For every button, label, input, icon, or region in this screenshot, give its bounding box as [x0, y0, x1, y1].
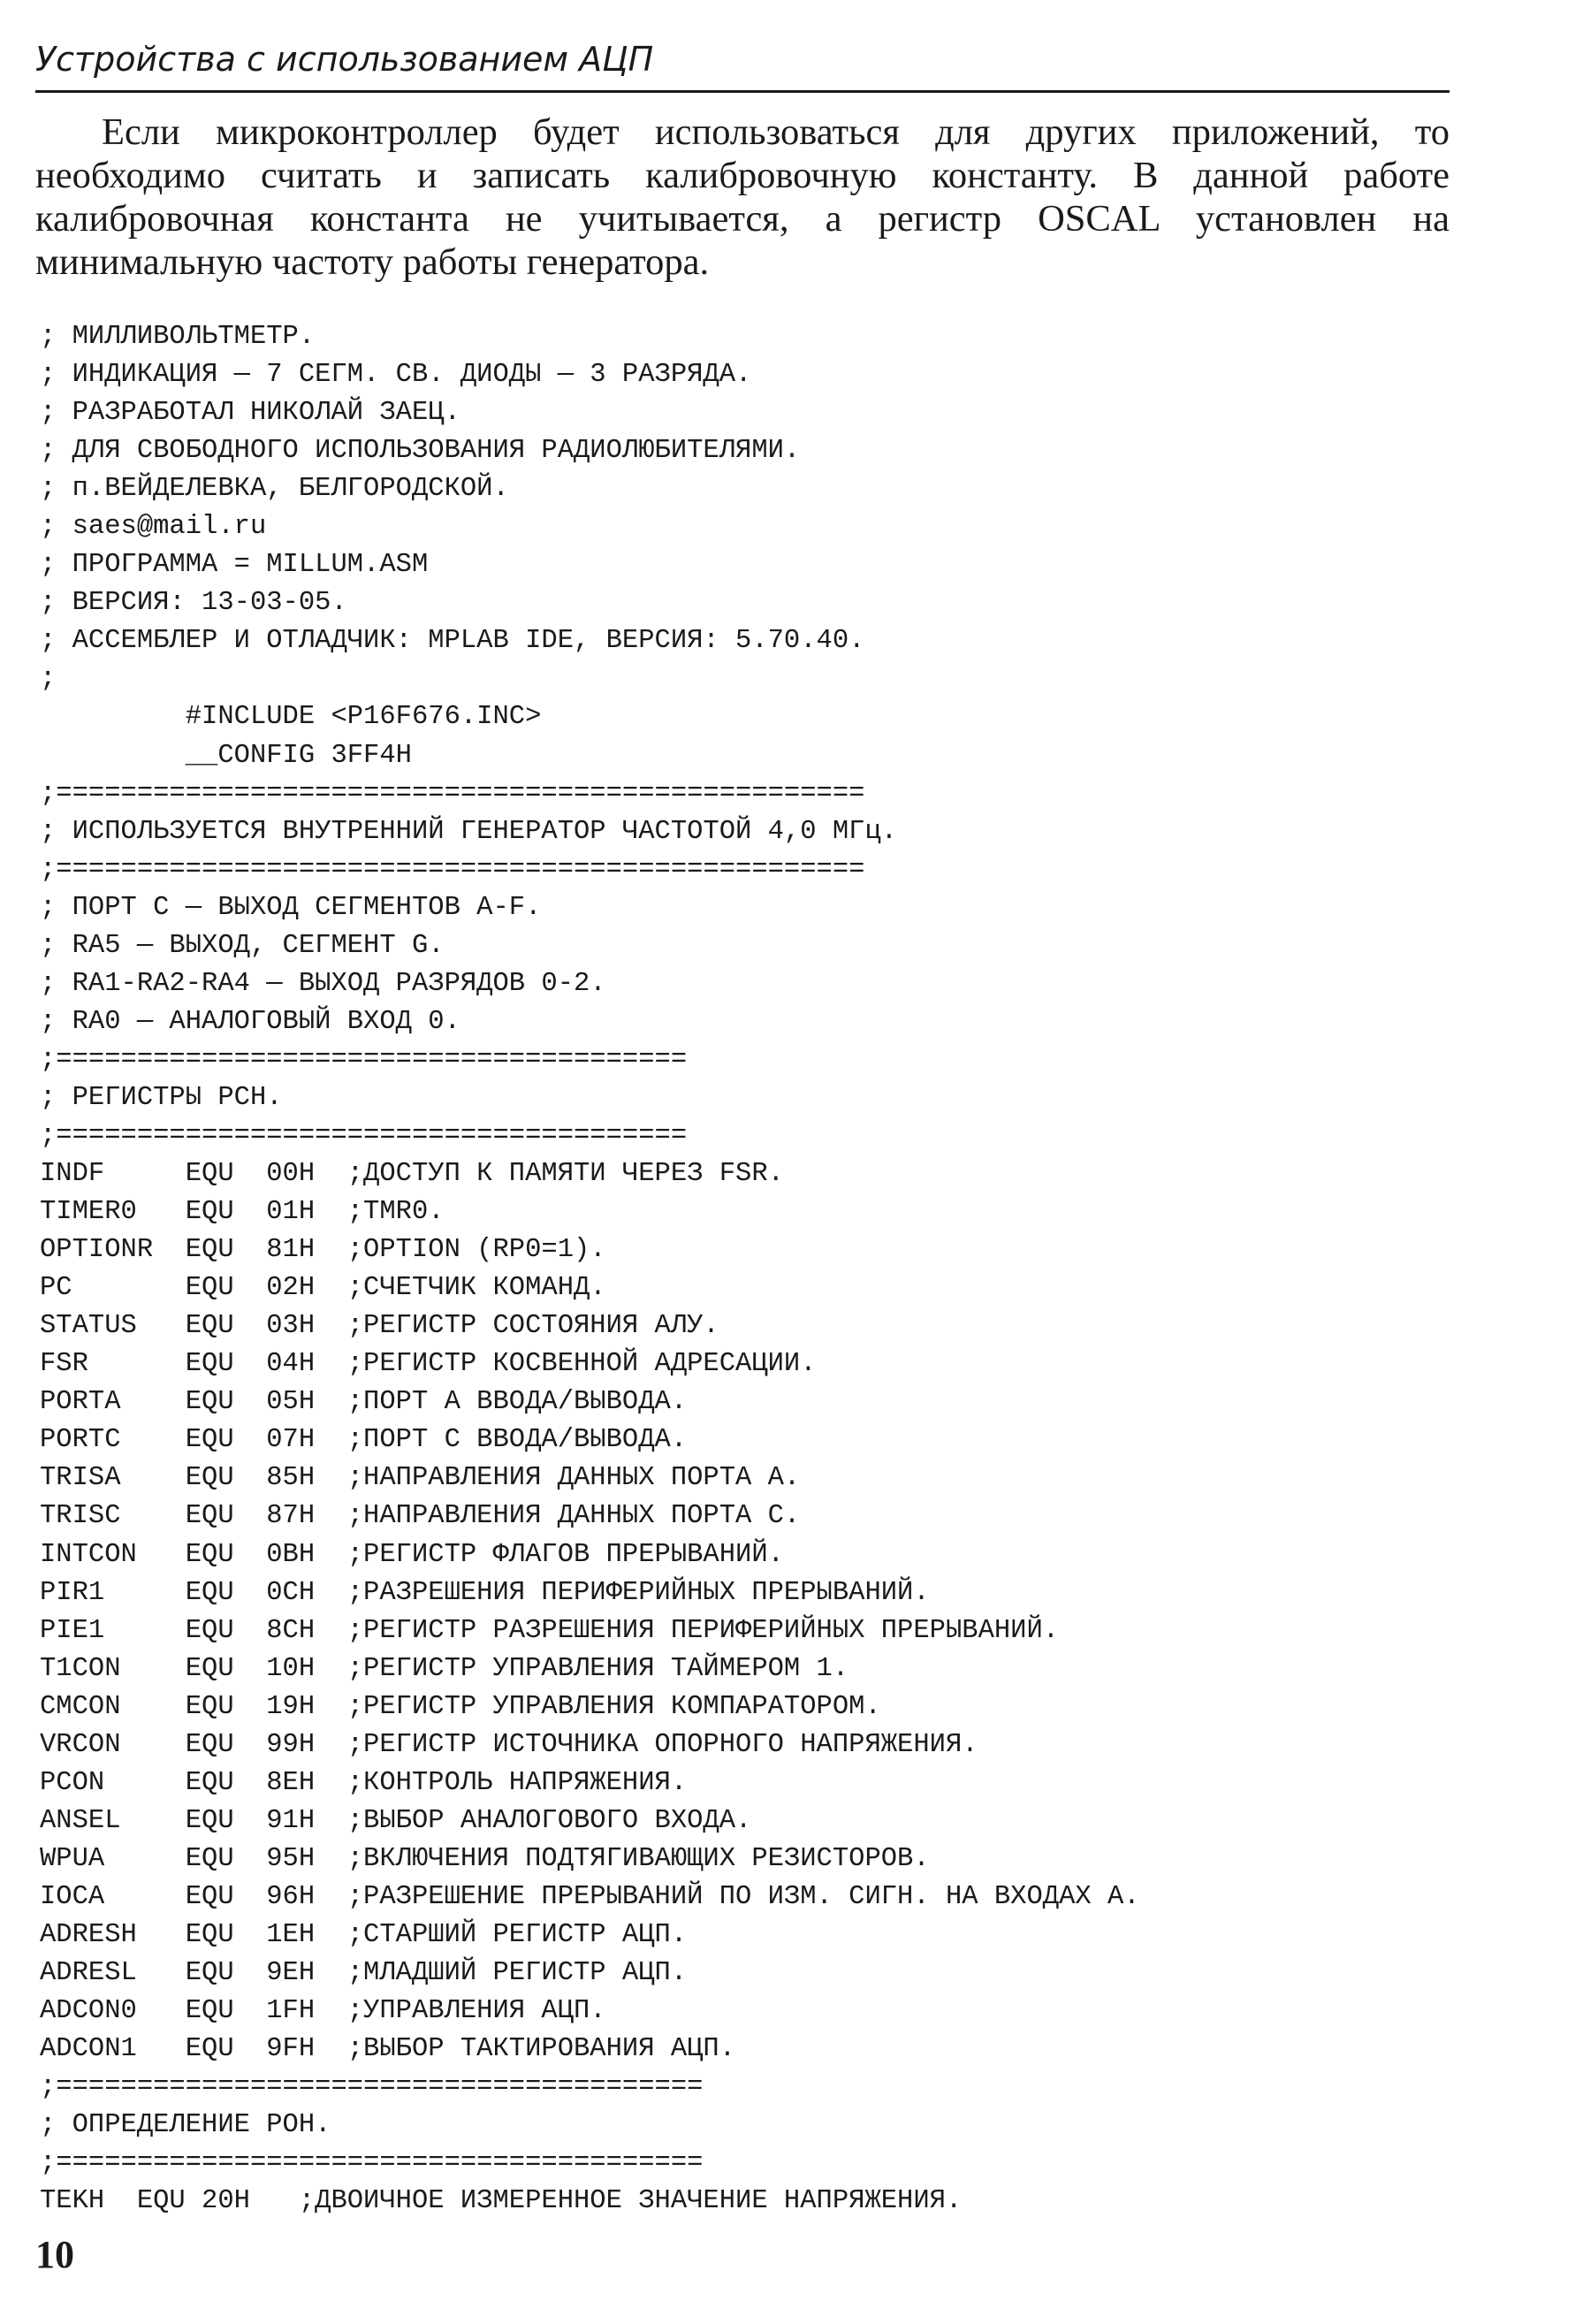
- code-line: ;: [40, 664, 57, 695]
- code-line: ; saes@mail.ru: [40, 512, 267, 543]
- code-line: ADRESL EQU 9EH ;МЛАДШИЙ РЕГИСТР АЦП.: [40, 1958, 688, 1989]
- code-line: ; ОПРЕДЕЛЕНИЕ РОН.: [40, 2110, 331, 2141]
- code-line: OPTIONR EQU 81H ;OPTION (RP0=1).: [40, 1235, 606, 1266]
- code-line: CMCON EQU 19H ;РЕГИСТР УПРАВЛЕНИЯ КОМПАРАТОРОМ.: [40, 1691, 881, 1722]
- code-line: ; п.ВЕЙДЕЛЕВКА, БЕЛГОРОДСКОЙ.: [40, 474, 509, 505]
- code-line: ; МИЛЛИВОЛЬТМЕТР.: [40, 322, 316, 352]
- code-line: TIMER0 EQU 01H ;TMR0.: [40, 1197, 445, 1228]
- code-line: ; АССЕМБЛЕР И ОТЛАДЧИК: MPLAB IDE, ВЕРСИЯ: 5.70.40.: [40, 626, 865, 657]
- code-line: PIE1 EQU 8CH ;РЕГИСТР РАЗРЕШЕНИЯ ПЕРИФЕРИЙНЫХ ПРЕРЫВАНИЙ.: [40, 1615, 1060, 1646]
- code-line: ; RA0 — АНАЛОГОВЫЙ ВХОД 0.: [40, 1006, 460, 1037]
- code-line: STATUS EQU 03H ;РЕГИСТР СОСТОЯНИЯ АЛУ.: [40, 1311, 719, 1342]
- code-line: ; РАЗРАБОТАЛ НИКОЛАЙ ЗАЕЦ.: [40, 398, 460, 429]
- code-line: VRCON EQU 99H ;РЕГИСТР ИСТОЧНИКА ОПОРНОГО НАПРЯЖЕНИЯ.: [40, 1729, 978, 1760]
- code-line: ADCON0 EQU 1FH ;УПРАВЛЕНИЯ АЦП.: [40, 1996, 606, 2027]
- code-line: WPUA EQU 95H ;ВКЛЮЧЕНИЯ ПОДТЯГИВАЮЩИХ РЕЗИСТОРОВ.: [40, 1843, 930, 1874]
- code-line: ADCON1 EQU 9FH ;ВЫБОР ТАКТИРОВАНИЯ АЦП.: [40, 2034, 736, 2065]
- code-line: TRISC EQU 87H ;НАПРАВЛЕНИЯ ДАННЫХ ПОРТА С.: [40, 1501, 801, 1532]
- code-line: ; ПРОГРАММА = MILLUM.ASM: [40, 550, 429, 581]
- code-line: ; РЕГИСТРЫ РСН.: [40, 1082, 283, 1113]
- code-line: __CONFIG 3FF4H: [40, 740, 412, 771]
- code-line: ; ИСПОЛЬЗУЕТСЯ ВНУТРЕННИЙ ГЕНЕРАТОР ЧАСТОТОЙ 4,0 МГц.: [40, 816, 898, 847]
- code-line: ;========================================: [40, 2148, 704, 2179]
- code-line: PCON EQU 8EH ;КОНТРОЛЬ НАПРЯЖЕНИЯ.: [40, 1767, 688, 1798]
- code-line: IOCA EQU 96H ;РАЗРЕШЕНИЕ ПРЕРЫВАНИЙ ПО ИЗМ. СИГН. НА ВХОДАХ А.: [40, 1881, 1140, 1912]
- code-line: PIR1 EQU 0CH ;РАЗРЕШЕНИЯ ПЕРИФЕРИЙНЫХ ПРЕРЫВАНИЙ.: [40, 1577, 930, 1608]
- code-line: ; ИНДИКАЦИЯ — 7 СЕГМ. СВ. ДИОДЫ — 3 РАЗРЯДА.: [40, 360, 752, 391]
- code-line: ADRESH EQU 1EH ;СТАРШИЙ РЕГИСТР АЦП.: [40, 1919, 688, 1950]
- header-rule: [35, 90, 1450, 93]
- code-line: ; ВЕРСИЯ: 13-03-05.: [40, 588, 347, 619]
- code-line: PORTC EQU 07H ;ПОРТ С ВВОДА/ВЫВОДА.: [40, 1425, 688, 1456]
- code-line: INTCON EQU 0BH ;РЕГИСТР ФЛАГОВ ПРЕРЫВАНИЙ.: [40, 1539, 784, 1570]
- code-line: ;==================================================: [40, 854, 865, 885]
- intro-paragraph: [35, 110, 1450, 284]
- code-line: ; ДЛЯ СВОБОДНОГО ИСПОЛЬЗОВАНИЯ РАДИОЛЮБИТЕЛЯМИ.: [40, 436, 801, 467]
- code-line: #INCLUDE <P16F676.INC>: [40, 702, 542, 733]
- code-line: T1CON EQU 10H ;РЕГИСТР УПРАВЛЕНИЯ ТАЙМЕРОМ 1.: [40, 1653, 849, 1684]
- code-line: ANSEL EQU 91H ;ВЫБОР АНАЛОГОВОГО ВХОДА.: [40, 1805, 752, 1836]
- code-line: ;=======================================: [40, 1044, 688, 1075]
- running-header: Устройства с использованием АЦП: [35, 40, 654, 79]
- code-line: ; ПОРТ С — ВЫХОД СЕГМЕНТОВ A-F.: [40, 892, 542, 923]
- code-line: ; RA1-RA2-RA4 — ВЫХОД РАЗРЯДОВ 0-2.: [40, 968, 606, 999]
- code-line: ;========================================: [40, 2072, 704, 2103]
- code-line: FSR EQU 04H ;РЕГИСТР КОСВЕННОЙ АДРЕСАЦИИ.: [40, 1349, 817, 1380]
- code-line: INDF EQU 00H ;ДОСТУП К ПАМЯТИ ЧЕРЕЗ FSR.: [40, 1159, 784, 1190]
- code-line: ;==================================================: [40, 778, 865, 809]
- code-line: PORTA EQU 05H ;ПОРТ А ВВОДА/ВЫВОДА.: [40, 1387, 688, 1418]
- intro-text: Если микроконтроллер будет использоваться для других приложений, то необходимо считать и записать калибровочную константу. В данной работе калибровочная константа не учитывается, а регистр OSCAL установлен на минимальную частоту работы генератора.: [35, 111, 1450, 283]
- code-line: TEKH EQU 20H ;ДВОИЧНОЕ ИЗМЕРЕННОЕ ЗНАЧЕНИЕ НАПРЯЖЕНИЯ.: [40, 2186, 963, 2217]
- code-listing: [40, 318, 1498, 2221]
- code-line: ; RA5 — ВЫХОД, СЕГМЕНТ G.: [40, 930, 445, 961]
- page-number: 10: [35, 2233, 74, 2276]
- code-line: ;=======================================: [40, 1120, 688, 1151]
- code-line: TRISA EQU 85H ;НАПРАВЛЕНИЯ ДАННЫХ ПОРТА А.: [40, 1463, 801, 1494]
- code-line: PC EQU 02H ;СЧЕТЧИК КОМАНД.: [40, 1273, 606, 1304]
